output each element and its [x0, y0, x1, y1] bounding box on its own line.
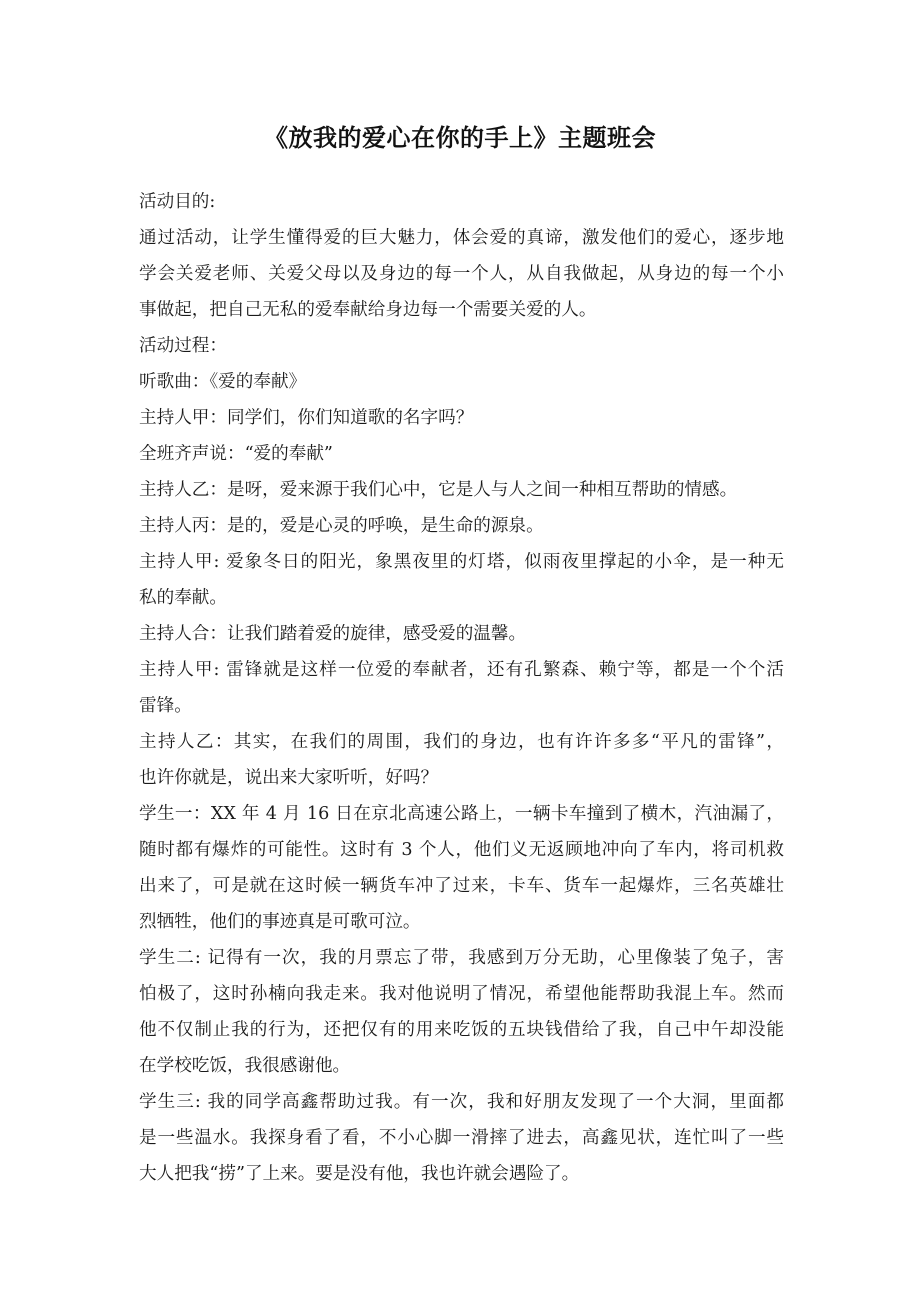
student-story-line: 他不仅制止我的行为，还把仅有的用来吃饭的五块钱借给了我，自己中午却没能: [139, 1020, 784, 1040]
student-story-line: 学生二: 记得有一次，我的月票忘了带，我感到万分无助，心里像装了兔子，害: [139, 948, 784, 968]
dialogue-line: 主持人合：让我们踏着爱的旋律，感受爱的温馨。: [139, 624, 527, 644]
dialogue-line: 雷锋。: [139, 696, 192, 716]
section-heading-process: 活动过程：: [139, 336, 227, 356]
paragraph-line: 事做起，把自己无私的爱奉献给身边每一个需要关爱的人。: [139, 300, 597, 320]
dialogue-line: 主持人乙：其实，在我们的周围，我们的身边，也有许许多多“平凡的雷锋”，: [139, 732, 784, 752]
student-story-line: 怕极了，这时孙楠向我走来。我对他说明了情况，希望他能帮助我混上车。然而: [139, 984, 784, 1004]
paragraph-line: 通过活动，让学生懂得爱的巨大魅力，体会爱的真谛，激发他们的爱心，逐步地: [139, 228, 784, 248]
dialogue-line: 主持人甲：同学们，你们知道歌的名字吗？: [139, 408, 474, 428]
dialogue-line: 主持人甲: 爱象冬日的阳光，象黑夜里的灯塔，似雨夜里撑起的小伞，是一种无: [139, 552, 784, 572]
dialogue-line: 主持人丙：是的，爱是心灵的呼唤，是生命的源泉。: [139, 516, 544, 536]
section-heading-purpose: 活动目的:: [139, 192, 216, 212]
document-title: 《放我的爱心在你的手上》主题班会: [264, 124, 656, 152]
paragraph-line: 学会关爱老师、关爱父母以及身边的每一个人，从自我做起，从身边的每一个小: [139, 264, 784, 284]
paragraph-line: 听歌曲：《爱的奉献》: [139, 372, 307, 392]
student-story-line: 是一些温水。我探身看了看，不小心脚一滑摔了进去，高鑫见状，连忙叫了一些: [139, 1128, 784, 1148]
dialogue-line: 主持人甲: 雷锋就是这样一位爱的奉献者，还有孔繁森、赖宁等，都是一个个活: [139, 660, 784, 680]
student-story-line: 随时都有爆炸的可能性。这时有 3 个人，他们义无返顾地冲向了车内，将司机救: [139, 840, 784, 860]
student-story-line: 学生一：XX 年 4 月 16 日在京北高速公路上，一辆卡车撞到了横木，汽油漏了，: [139, 804, 784, 824]
dialogue-line: 全班齐声说：“爱的奉献”: [139, 444, 333, 464]
student-story-line: 烈牺牲，他们的事迹真是可歌可泣。: [139, 912, 421, 932]
student-story-line: 大人把我“捞”了上来。要是没有他，我也许就会遇险了。: [139, 1164, 580, 1184]
student-story-line: 学生三: 我的同学高鑫帮助过我。有一次，我和好朋友发现了一个大洞，里面都: [139, 1092, 784, 1112]
dialogue-line: 私的奉献。: [139, 588, 227, 608]
dialogue-line: 也许你就是，说出来大家听听，好吗？: [139, 768, 439, 788]
document-body: [139, 184, 784, 1192]
student-story-line: 出来了，可是就在这时候一辆货车冲了过来，卡车、货车一起爆炸，三名英雄壮: [139, 876, 784, 896]
dialogue-line: 主持人乙：是呀，爱来源于我们心中，它是人与人之间一种相互帮助的情感。: [139, 480, 738, 500]
student-story-line: 在学校吃饭，我很感谢他。: [139, 1056, 351, 1076]
